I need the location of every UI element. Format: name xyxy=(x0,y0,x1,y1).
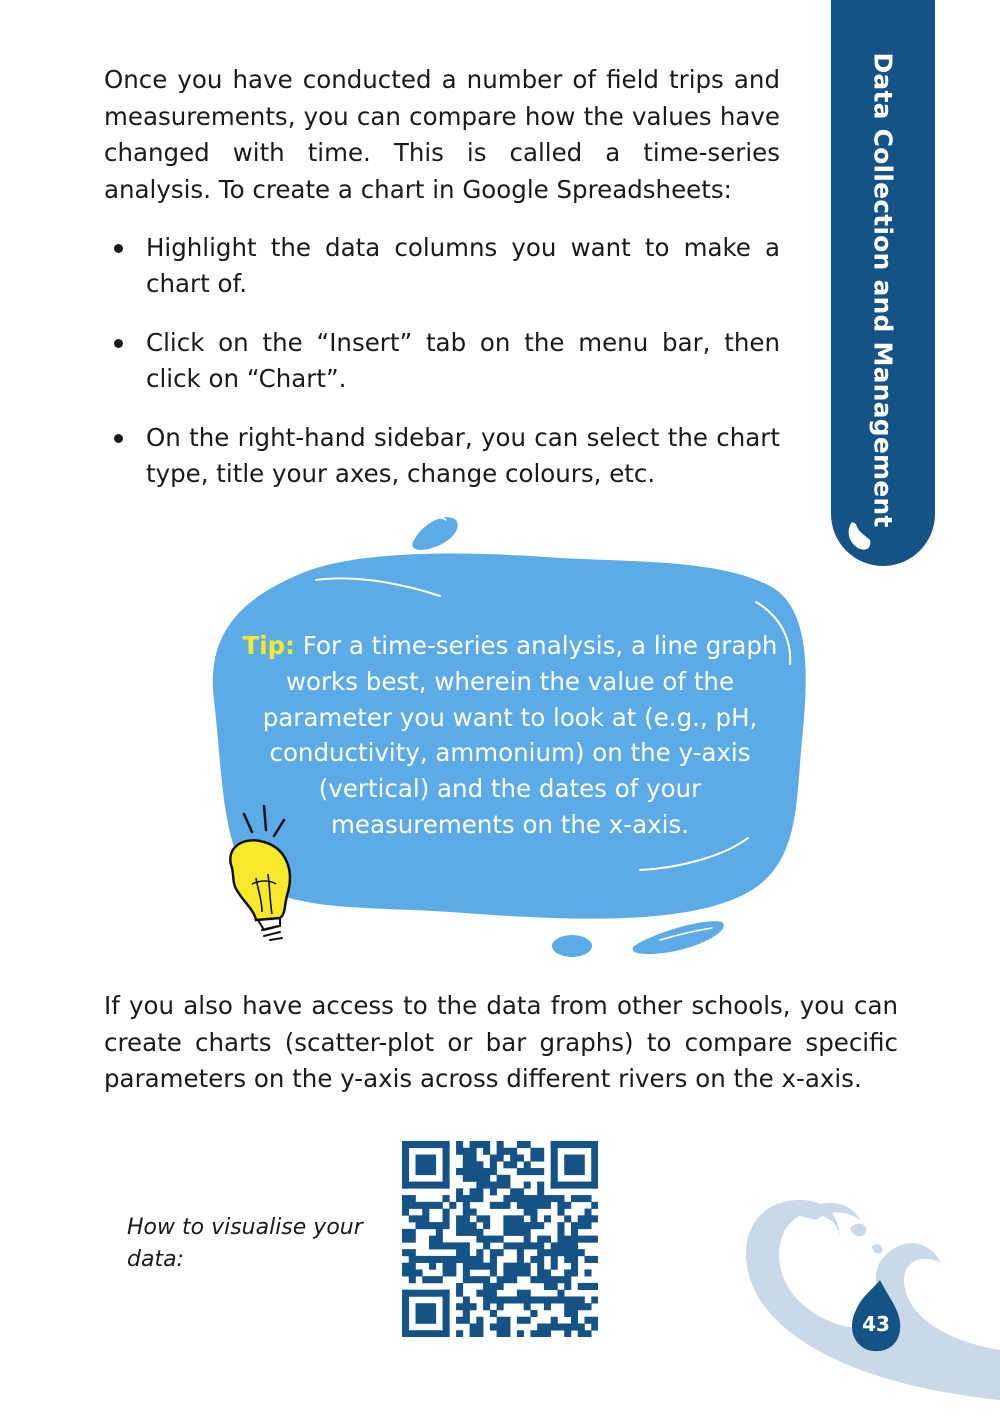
intro-paragraph: Once you have conducted a number of field trips and measurements, you can compare how the values have changed with time. This is called a time-series analysis. To create a chart in Google Spreadsheets: xyxy=(104,65,780,204)
tip-label: Tip: xyxy=(242,631,295,660)
step-text: On the right-hand sidebar, you can select the chart type, title your axes, change colours, etc. xyxy=(146,423,780,488)
qr-caption: How to visualise your data: xyxy=(127,1215,363,1272)
tip-body: For a time-series analysis, a line graph works best, wherein the value of the parameter you want to look at (e.g., pH, conductivity, ammonium) on the y-axis (vertical) and the dates of your measurements on the x-axis. xyxy=(262,631,778,839)
section-title: Data Collection and Management xyxy=(868,52,898,528)
step-text: Click on the “Insert” tab on the menu bar, then click on “Chart”. xyxy=(146,328,780,393)
step-text: Highlight the data columns you want to make a chart of. xyxy=(146,233,780,298)
compare-paragraph: If you also have access to the data from other schools, you can create charts (scatter-plot or bar graphs) to compare specific parameters on the y-axis across different rivers on the x-axis. xyxy=(104,991,898,1093)
page-number: 43 xyxy=(862,1312,890,1336)
